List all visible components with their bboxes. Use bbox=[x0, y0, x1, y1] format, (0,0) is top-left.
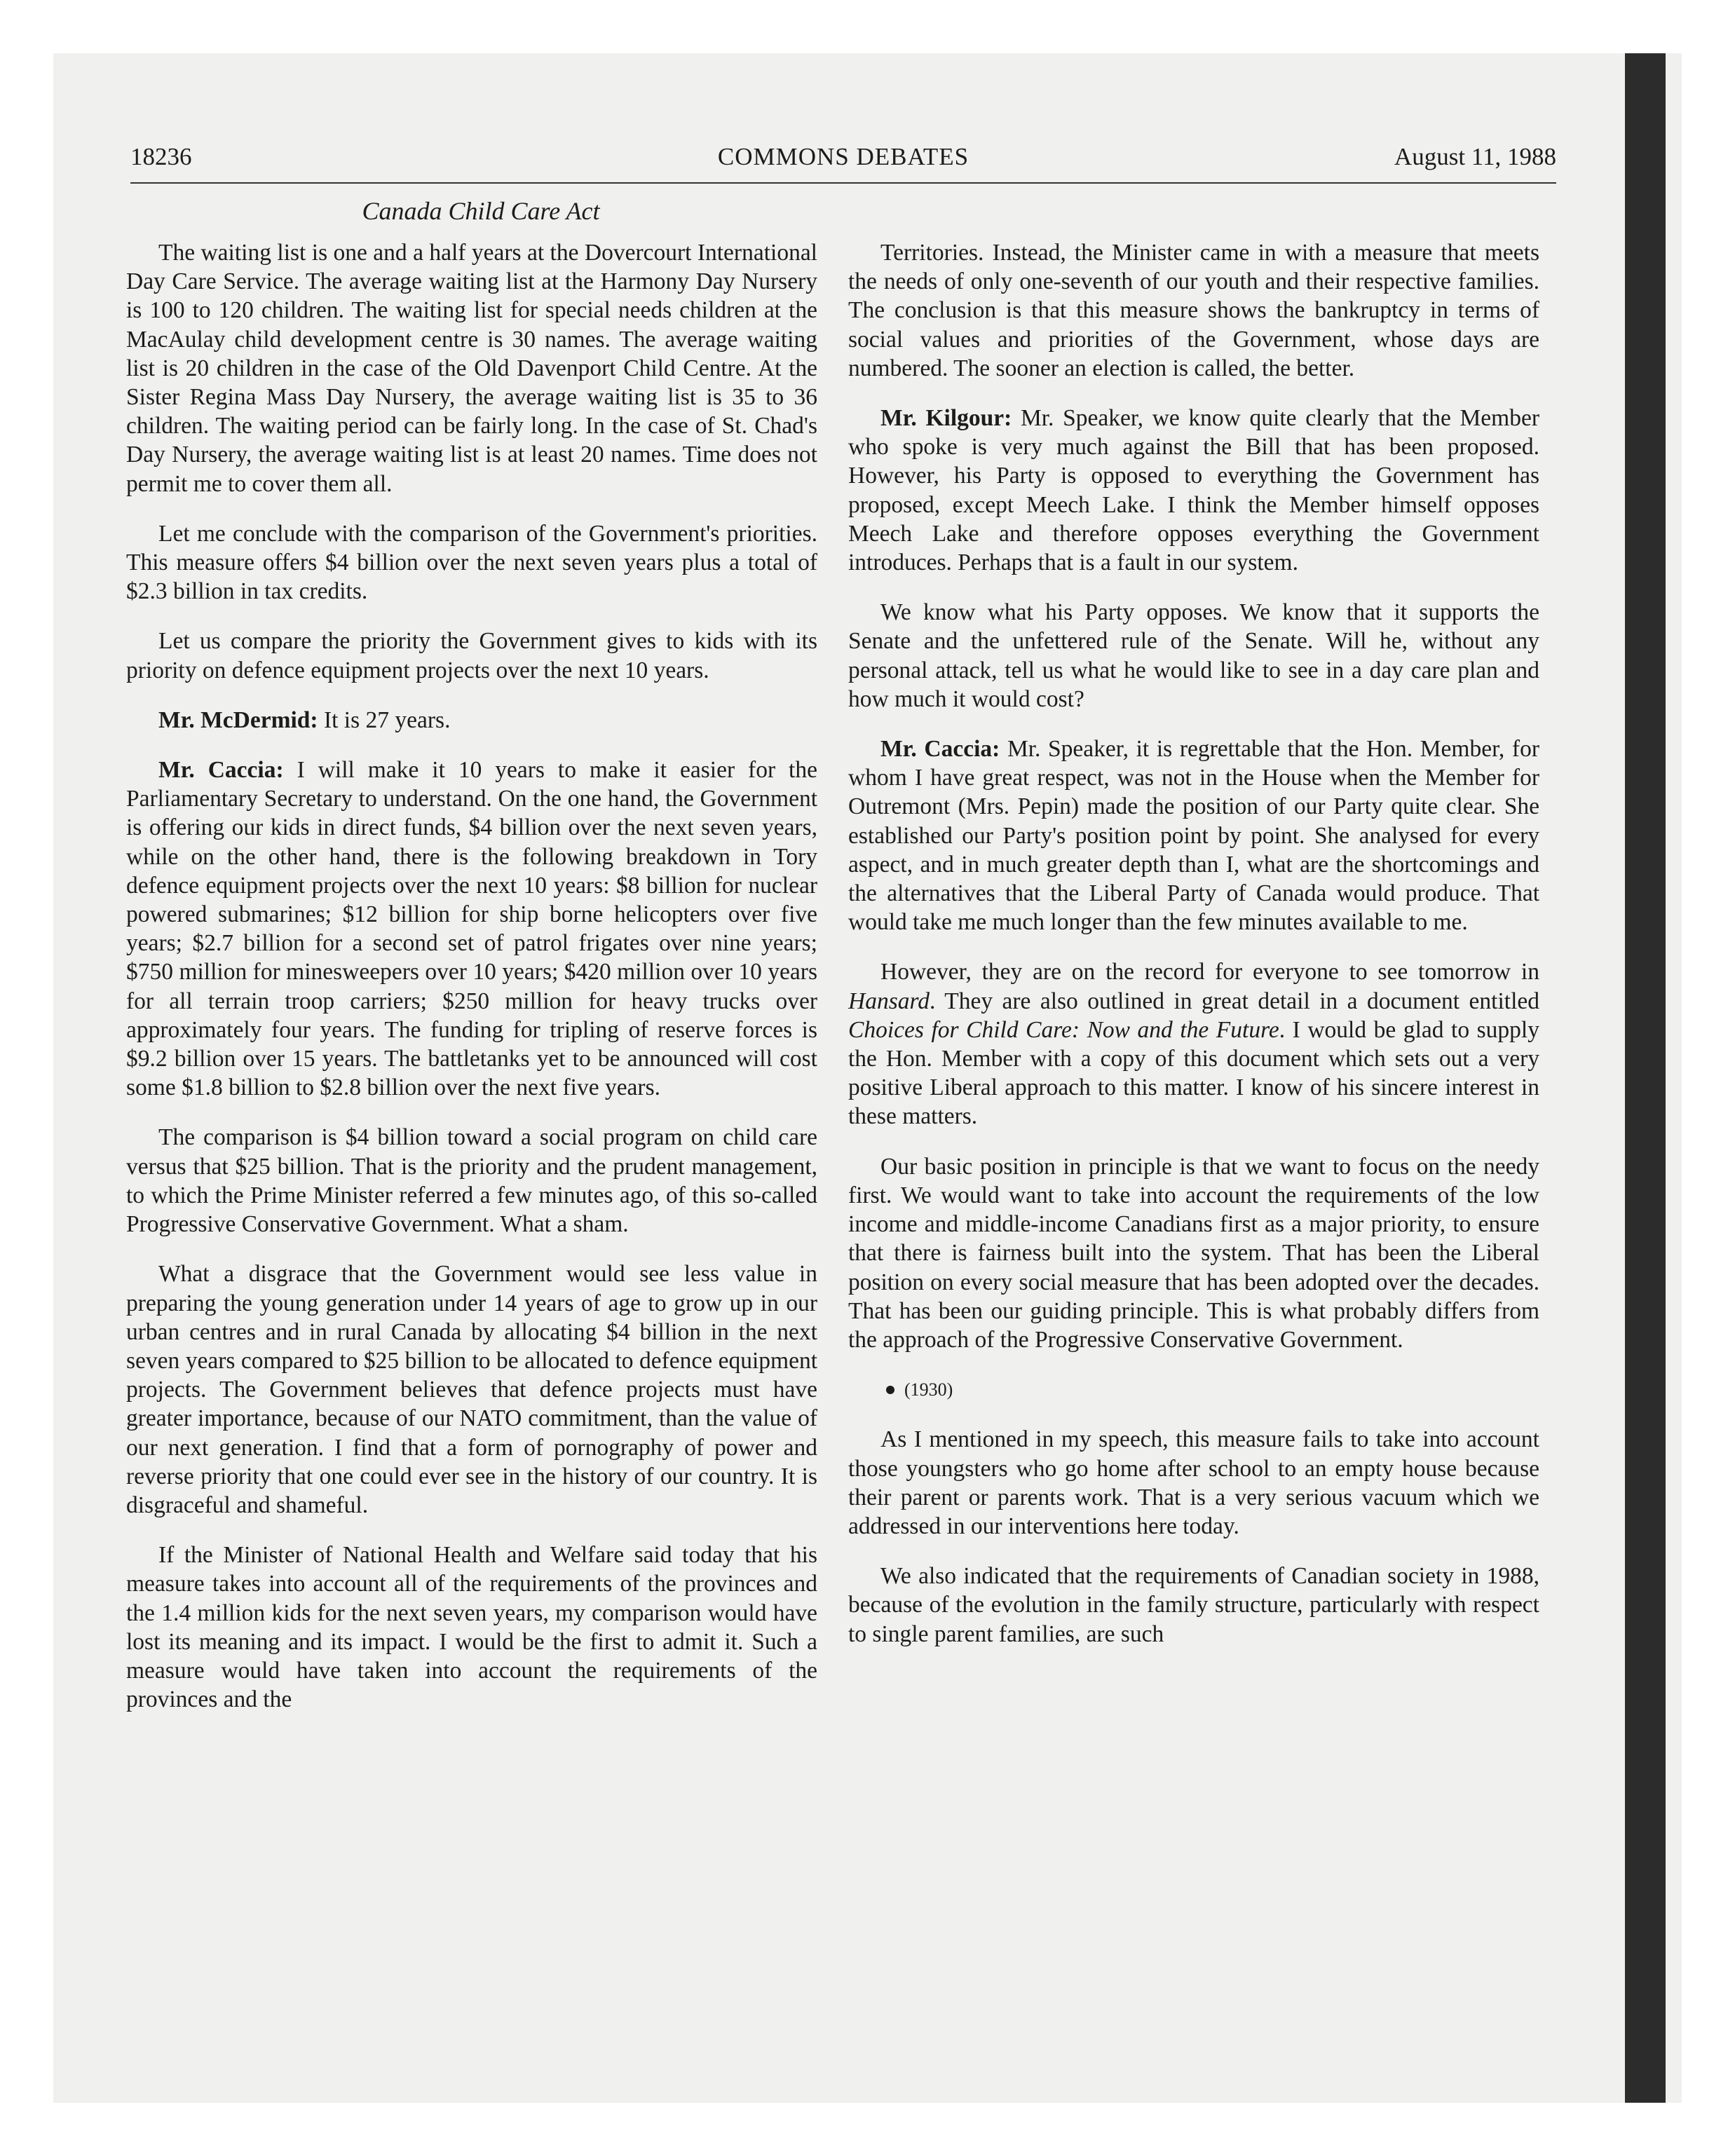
speaker-name: Mr. Caccia: bbox=[158, 757, 284, 784]
speaker-name: Mr. Kilgour: bbox=[880, 405, 1012, 432]
paragraph: We also indicated that the requirements of Canadian society in 1988, because of the evolution in the family structure, particularly with respect to single parent families, are such bbox=[848, 1563, 1539, 1647]
document-title: Choices for Child Care: Now and the Future bbox=[848, 1016, 1279, 1043]
paragraph: However, they are on the record for everyone to see tomorrow in Hansard. They are also outlined in great detail in a document entitled Choices for Child Care: Now and the Future. I would be glad to supply the Hon. Member with a copy of this document which sets out a very positive Liberal approach to this matter. I know of his sincere interest in these matters. bbox=[848, 959, 1539, 1130]
left-column bbox=[126, 238, 817, 1735]
paragraph: What a disgrace that the Government would see less value in preparing the young generation under 14 years of age to grow up in our urban centres and in rural Canada by allocating $4 billion in the next seven years compared to $25 billion to be allocated to defence equipment projects. The Government believes that defence projects must have greater importance, because of our NATO commitment, than the value of our next generation. I find that a form of pornography of power and reverse priority that one could ever see in the history of our country. It is disgraceful and shameful. bbox=[126, 1261, 817, 1518]
publication-date: August 11, 1988 bbox=[1394, 143, 1556, 170]
time-marker: (1930) bbox=[848, 1375, 1539, 1404]
bullet-icon bbox=[886, 1386, 894, 1394]
hansard-reference: Hansard bbox=[848, 988, 930, 1014]
paragraph: The comparison is $4 billion toward a social program on child care versus that $25 billion. That is the priority and the prudent management, to which the Prime Minister referred a few minutes ago, of this so-called Progressive Conservative Government. What a sham. bbox=[126, 1124, 817, 1238]
paragraph: Let us compare the priority the Government gives to kids with its priority on defence equipment projects over the next 10 years. bbox=[126, 628, 817, 683]
paragraph: Territories. Instead, the Minister came in with a measure that meets the needs of only one-seventh of our youth and their respective families. The conclusion is that this measure shows the bankruptcy in terms of social values and priorities of the Government, whose days are numbered. The sooner an election is called, the better. bbox=[848, 240, 1539, 381]
paragraph: As I mentioned in my speech, this measure fails to take into account those youngsters who go home after school to an empty house because their parent or parents work. That is a very serious vacuum which we addressed in our interventions here today. bbox=[848, 1426, 1539, 1539]
right-column bbox=[848, 238, 1539, 1670]
speech-text: It is 27 years. bbox=[318, 707, 451, 733]
speech-paragraph bbox=[126, 756, 817, 1102]
paragraph: We know what his Party opposes. We know that it supports the Senate and the unfettered rule of the Senate. Will he, without any personal attack, tell us what he would like to see in a day care plan and how much it would cost? bbox=[848, 599, 1539, 712]
speaker-name: Mr. McDermid: bbox=[158, 707, 318, 733]
paragraph: Our basic position in principle is that we want to focus on the needy first. We would want to take into account the requirements of the low income and middle-income Canadians first as a major priority, to ensure that there is fairness built into the system. That has been the Liberal position on every social measure that has been adopted over the decades. That has been our guiding principle. This is what probably differs from the approach of the Progressive Conservative Government. bbox=[848, 1153, 1539, 1353]
speech-paragraph bbox=[126, 706, 817, 735]
speech-paragraph bbox=[848, 404, 1539, 577]
page-header bbox=[130, 143, 1556, 184]
speech-paragraph bbox=[848, 735, 1539, 936]
publication-title: COMMONS DEBATES bbox=[717, 143, 969, 170]
paragraph: If the Minister of National Health and Welfare said today that his measure takes into account all of the requirements of the provinces and the 1.4 million kids for the next seven years, my comparison would have lost its meaning and its impact. I would be the first to admit it. Such a measure would have taken into account the requirements of the provinces and the bbox=[126, 1542, 817, 1713]
scan-edge-bar bbox=[1625, 53, 1666, 2103]
running-title: Canada Child Care Act bbox=[362, 197, 600, 225]
paragraph: The waiting list is one and a half years at the Dovercourt International Day Care Service. The average waiting list at the Harmony Day Nursery is 100 to 120 children. The waiting list for special needs children at the MacAulay child development centre is 30 names. The average waiting list is 20 children in the case of the Old Davenport Child Centre. At the Sister Regina Mass Day Nursery, the average waiting list is 35 to 36 children. The waiting period can be fairly long. In the case of St. Chad's Day Nursery, the average waiting list is at least 20 names. Time does not permit me to cover them all. bbox=[126, 240, 817, 497]
speech-text: Mr. Speaker, it is regrettable that the Hon. Member, for whom I have great respect, was not in the House when the Member for Outremont (Mrs. Pepin) made the position of our Party quite clear. She established our Party's position point by point. She analysed for every aspect, and in much greater depth than I, what are the shortcomings and the alternatives that the Liberal Party of Canada would produce. That would take me much longer than the few minutes available to me. bbox=[848, 736, 1539, 936]
page-number: 18236 bbox=[130, 143, 192, 170]
speaker-name: Mr. Caccia: bbox=[880, 736, 1000, 763]
paragraph: Let me conclude with the comparison of the Government's priorities. This measure offers $4 billion over the next seven years plus a total of $2.3 billion in tax credits. bbox=[126, 520, 817, 605]
speech-text: Mr. Speaker, we know quite clearly that the Member who spoke is very much against the Bill that has been proposed. However, his Party is opposed to everything the Government has proposed, except Meech Lake. I think the Member himself opposes Meech Lake and therefore opposes everything the Government introduces. Perhaps that is a fault in our system. bbox=[848, 405, 1539, 576]
speech-text: I will make it 10 years to make it easier for the Parliamentary Secretary to understand. On the one hand, the Government is offering our kids in direct funds, $4 billion over the next seven years, while on the other hand, there is the following breakdown in Tory defence equipment projects over the next 10 years: $8 billion for nuclear powered submarines; $12 billion for ship borne helicopters over five years; $2.7 billion for a second set of patrol frigates over nine years; $750 million for minesweepers over 10 years; $420 million over 10 years for all terrain troop carriers; $250 million for heavy trucks over approximately four years. The funding for tripling of reserve forces is $9.2 billion over 15 years. The battletanks yet to be announced will cost some $1.8 billion to $2.8 billion over the next five years. bbox=[126, 757, 817, 1101]
